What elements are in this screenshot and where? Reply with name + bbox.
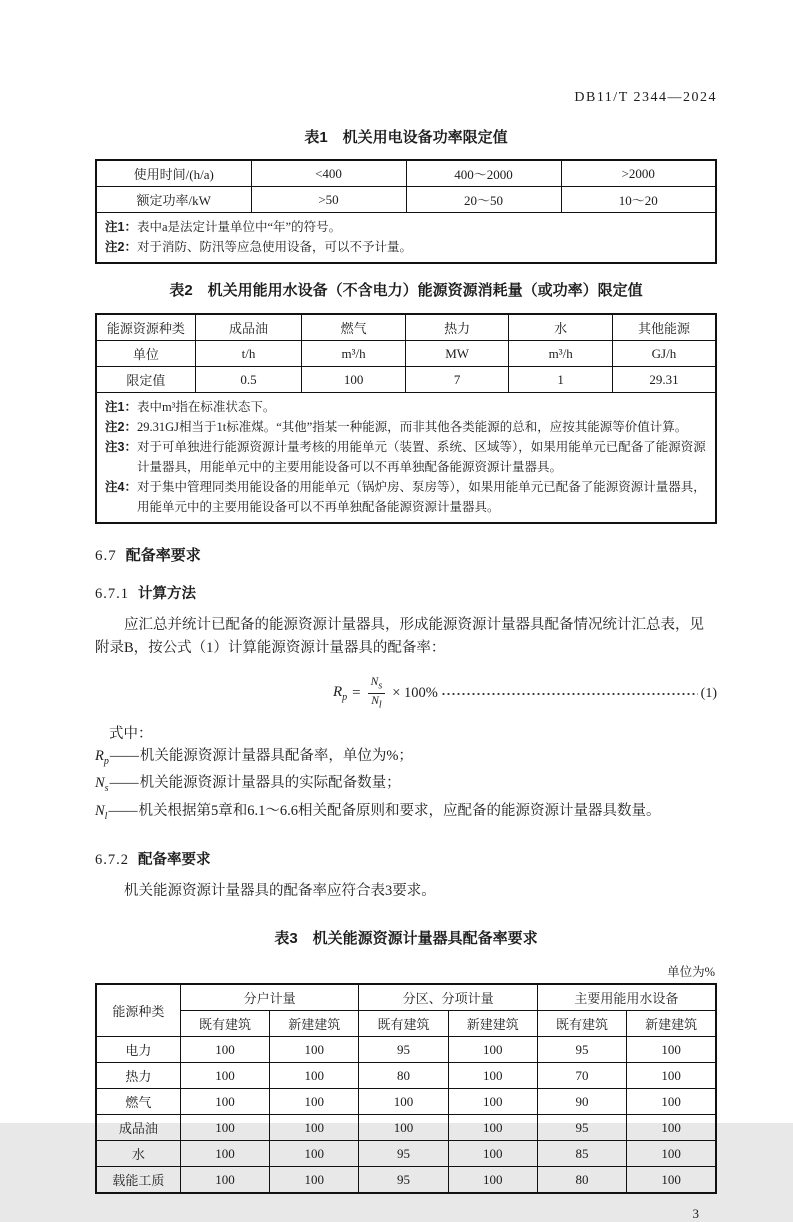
table1-caption: 表1 机关用电设备功率限定值 [304, 129, 508, 146]
table-cell: 95 [537, 1115, 626, 1141]
table-row [96, 393, 716, 524]
definition-rp [95, 745, 717, 773]
table-cell: 100 [180, 1115, 269, 1141]
table-cell: 85 [537, 1141, 626, 1167]
heading-6-7-2 [95, 848, 717, 869]
table-cell: 100 [180, 1089, 269, 1115]
equals-sign: = [352, 685, 361, 702]
dash: —— [109, 747, 139, 764]
note-label: 注2： [105, 240, 137, 254]
note-text: 对于消防、防汛等应急使用设备，可以不予计量。 [136, 240, 412, 254]
table-cell: 能源资源种类 [96, 314, 195, 341]
heading-6-7 [95, 544, 717, 565]
table-cell: 载能工质 [96, 1167, 180, 1194]
table-cell: 100 [359, 1089, 448, 1115]
standard-number-header: DB11/T 2344—2024 [574, 90, 717, 105]
table-cell: 100 [180, 1037, 269, 1063]
table-cell: 100 [270, 1089, 359, 1115]
table-note [105, 397, 707, 417]
table-cell: 80 [359, 1063, 448, 1089]
equation-number: (1) [700, 685, 717, 701]
table-cell: 100 [448, 1115, 537, 1141]
table-cell: 95 [359, 1167, 448, 1194]
table-cell: 100 [302, 367, 406, 393]
table-header-cell: 既有建筑 [180, 1011, 269, 1037]
table-cell: 100 [627, 1115, 716, 1141]
heading-number: 6.7.1 [95, 586, 129, 602]
note-label: 注3： [105, 440, 137, 454]
heading-title: 配备率要求 [138, 852, 211, 869]
note-label: 注1： [105, 400, 137, 414]
table-row [96, 341, 716, 367]
table-note [105, 477, 707, 517]
table-cell: 热力 [96, 1063, 180, 1089]
table-cell: 电力 [96, 1037, 180, 1063]
table-note [105, 417, 707, 437]
formula-multiplier: × 100% [392, 685, 438, 702]
table-note [105, 237, 707, 257]
table-cell: 燃气 [302, 314, 406, 341]
paragraph-ratio-requirement: 机关能源资源计量器具的配备率应符合表3要求。 [124, 883, 436, 900]
table-row [96, 314, 716, 341]
table-cell: 水 [509, 314, 613, 341]
note-text: 对于可单独进行能源资源计量考核的用能单元（装置、系统、区域等），如果用能单元已配备了能源资源计量器具，用能单元中的主要用能设备可以不再单独配备能源资源计量器具。 [136, 440, 706, 474]
table1 [95, 159, 717, 264]
table-row [96, 160, 716, 187]
table-cell: 限定值 [96, 367, 195, 393]
table-cell: m³/h [509, 341, 613, 367]
table3 [95, 983, 717, 1194]
table-header-cell: 新建建筑 [448, 1011, 537, 1037]
table-subheader-row [96, 1011, 716, 1037]
table-header-cell: 新建建筑 [627, 1011, 716, 1037]
table-cell: 成品油 [96, 1115, 180, 1141]
table-cell: 1 [509, 367, 613, 393]
table-cell: 使用时间/(h/a) [96, 160, 251, 187]
table-header-cell: 分区、分项计量 [359, 984, 538, 1011]
table-cell: <400 [251, 160, 406, 187]
fraction-numerator: $N_s$ [368, 676, 386, 694]
formula-1 [95, 676, 717, 712]
fraction-denominator: $N_l$ [371, 695, 382, 711]
symbol: $R_p$ [95, 747, 109, 767]
symbol: $N_s$ [95, 775, 109, 795]
table-note [105, 217, 707, 237]
table-row [96, 1115, 716, 1141]
table-header-row [96, 984, 716, 1011]
table-cell: 100 [180, 1141, 269, 1167]
definition-text: 机关能源资源计量器具的实际配备数量； [139, 775, 401, 792]
table-cell: 29.31 [612, 367, 716, 393]
table-cell: 10～20 [561, 187, 716, 213]
table-cell: m³/h [302, 341, 406, 367]
table-row [96, 213, 716, 264]
table-row [96, 1089, 716, 1115]
table-cell: 100 [448, 1167, 537, 1194]
table-cell: 100 [448, 1141, 537, 1167]
table-cell: 100 [180, 1063, 269, 1089]
table-header-cell: 既有建筑 [359, 1011, 448, 1037]
table-cell: 100 [627, 1141, 716, 1167]
table-cell: 100 [627, 1089, 716, 1115]
formula-lhs: $R_p$ [333, 684, 348, 704]
table2-notes [96, 393, 716, 524]
table-cell: 0.5 [195, 367, 302, 393]
table-cell: 95 [359, 1141, 448, 1167]
table-cell: 燃气 [96, 1089, 180, 1115]
table-cell: 95 [537, 1037, 626, 1063]
definition-text: 机关根据第5章和6.1～6.6相关配备原则和要求，应配备的能源资源计量器具数量。 [138, 803, 661, 820]
where-label: 式中： [109, 725, 153, 742]
table-header-cell: 既有建筑 [537, 1011, 626, 1037]
table-cell: 90 [537, 1089, 626, 1115]
table-cell: 20～50 [406, 187, 561, 213]
heading-6-7-1 [95, 582, 717, 603]
table-cell: t/h [195, 341, 302, 367]
table-cell: 100 [270, 1115, 359, 1141]
table-cell: 单位 [96, 341, 195, 367]
table-cell: 水 [96, 1141, 180, 1167]
paragraph-calculation-method: 应汇总并统计已配备的能源资源计量器具，形成能源资源计量器具配备情况统计汇总表，见附录B，按公式（1）计算能源资源计量器具的配备率： [95, 617, 704, 656]
table-header-cell: 主要用能用水设备 [537, 984, 716, 1011]
table-header-cell: 分户计量 [180, 984, 359, 1011]
table3-caption: 表3 机关能源资源计量器具配备率要求 [274, 930, 538, 948]
table2 [95, 313, 717, 524]
table-cell: 70 [537, 1063, 626, 1089]
table-cell: 80 [537, 1167, 626, 1194]
definition-text: 机关能源资源计量器具配备率，单位为%； [139, 747, 413, 764]
table-cell: 100 [270, 1063, 359, 1089]
note-text: 表中a是法定计量单位中“年”的符号。 [136, 220, 342, 234]
table-row [96, 1037, 716, 1063]
table-cell: 100 [359, 1115, 448, 1141]
table-cell: 95 [359, 1037, 448, 1063]
table-cell: 100 [448, 1089, 537, 1115]
dash: —— [108, 803, 138, 820]
table-cell: MW [405, 341, 509, 367]
note-text: 表中m³指在标准状态下。 [136, 400, 276, 414]
table-row [96, 187, 716, 213]
table-cell: 100 [627, 1037, 716, 1063]
note-text: 对于集中管理同类用能设备的用能单元（锅炉房、泵房等），如果用能单元已配备了能源资源计量器具，用能单元中的主要用能设备可以不再单独配备能源资源计量器具。 [136, 480, 706, 514]
table-note [105, 437, 707, 477]
note-label: 注1： [105, 220, 137, 234]
dash: —— [109, 775, 139, 792]
table1-notes [96, 213, 716, 264]
table-cell: 额定功率/kW [96, 187, 251, 213]
table3-unit-note: 单位为% [667, 965, 715, 980]
table-cell: 100 [270, 1167, 359, 1194]
symbol: $N_l$ [95, 803, 108, 823]
note-text: 29.31GJ相当于1t标准煤。“其他”指某一种能源，而非其他各类能源的总和，应按其能源等价值计算。 [136, 420, 688, 434]
heading-number: 6.7 [95, 548, 117, 564]
table-row [96, 1141, 716, 1167]
table-cell: 其他能源 [612, 314, 716, 341]
equation [333, 676, 438, 712]
table-cell: 热力 [405, 314, 509, 341]
table-cell: 400～2000 [406, 160, 561, 187]
table-cell: 100 [627, 1167, 716, 1194]
table-cell: 100 [270, 1037, 359, 1063]
table-row [96, 1167, 716, 1194]
table-cell: >50 [251, 187, 406, 213]
table-header-cell: 新建建筑 [270, 1011, 359, 1037]
table-cell: 100 [448, 1037, 537, 1063]
note-label: 注4： [105, 480, 137, 494]
heading-number: 6.7.2 [95, 852, 129, 869]
table-row [96, 1063, 716, 1089]
table-header-cell: 能源种类 [96, 984, 180, 1037]
table-cell: 100 [270, 1141, 359, 1167]
table2-caption: 表2 机关用能用水设备（不含电力）能源资源消耗量（或功率）限定值 [169, 282, 643, 299]
table-cell: 7 [405, 367, 509, 393]
page-number: 3 [692, 1206, 699, 1222]
table-cell: 100 [627, 1063, 716, 1089]
dot-leader [441, 687, 698, 701]
table-cell: >2000 [561, 160, 716, 187]
table-row [96, 367, 716, 393]
heading-title: 计算方法 [138, 586, 196, 602]
definition-nl [95, 800, 717, 828]
table-cell: 成品油 [195, 314, 302, 341]
definition-ns [95, 772, 717, 800]
table-cell: GJ/h [612, 341, 716, 367]
table-cell: 100 [448, 1063, 537, 1089]
heading-title: 配备率要求 [125, 547, 201, 564]
table-cell: 100 [180, 1167, 269, 1194]
fraction [368, 676, 386, 712]
note-label: 注2： [105, 420, 137, 434]
